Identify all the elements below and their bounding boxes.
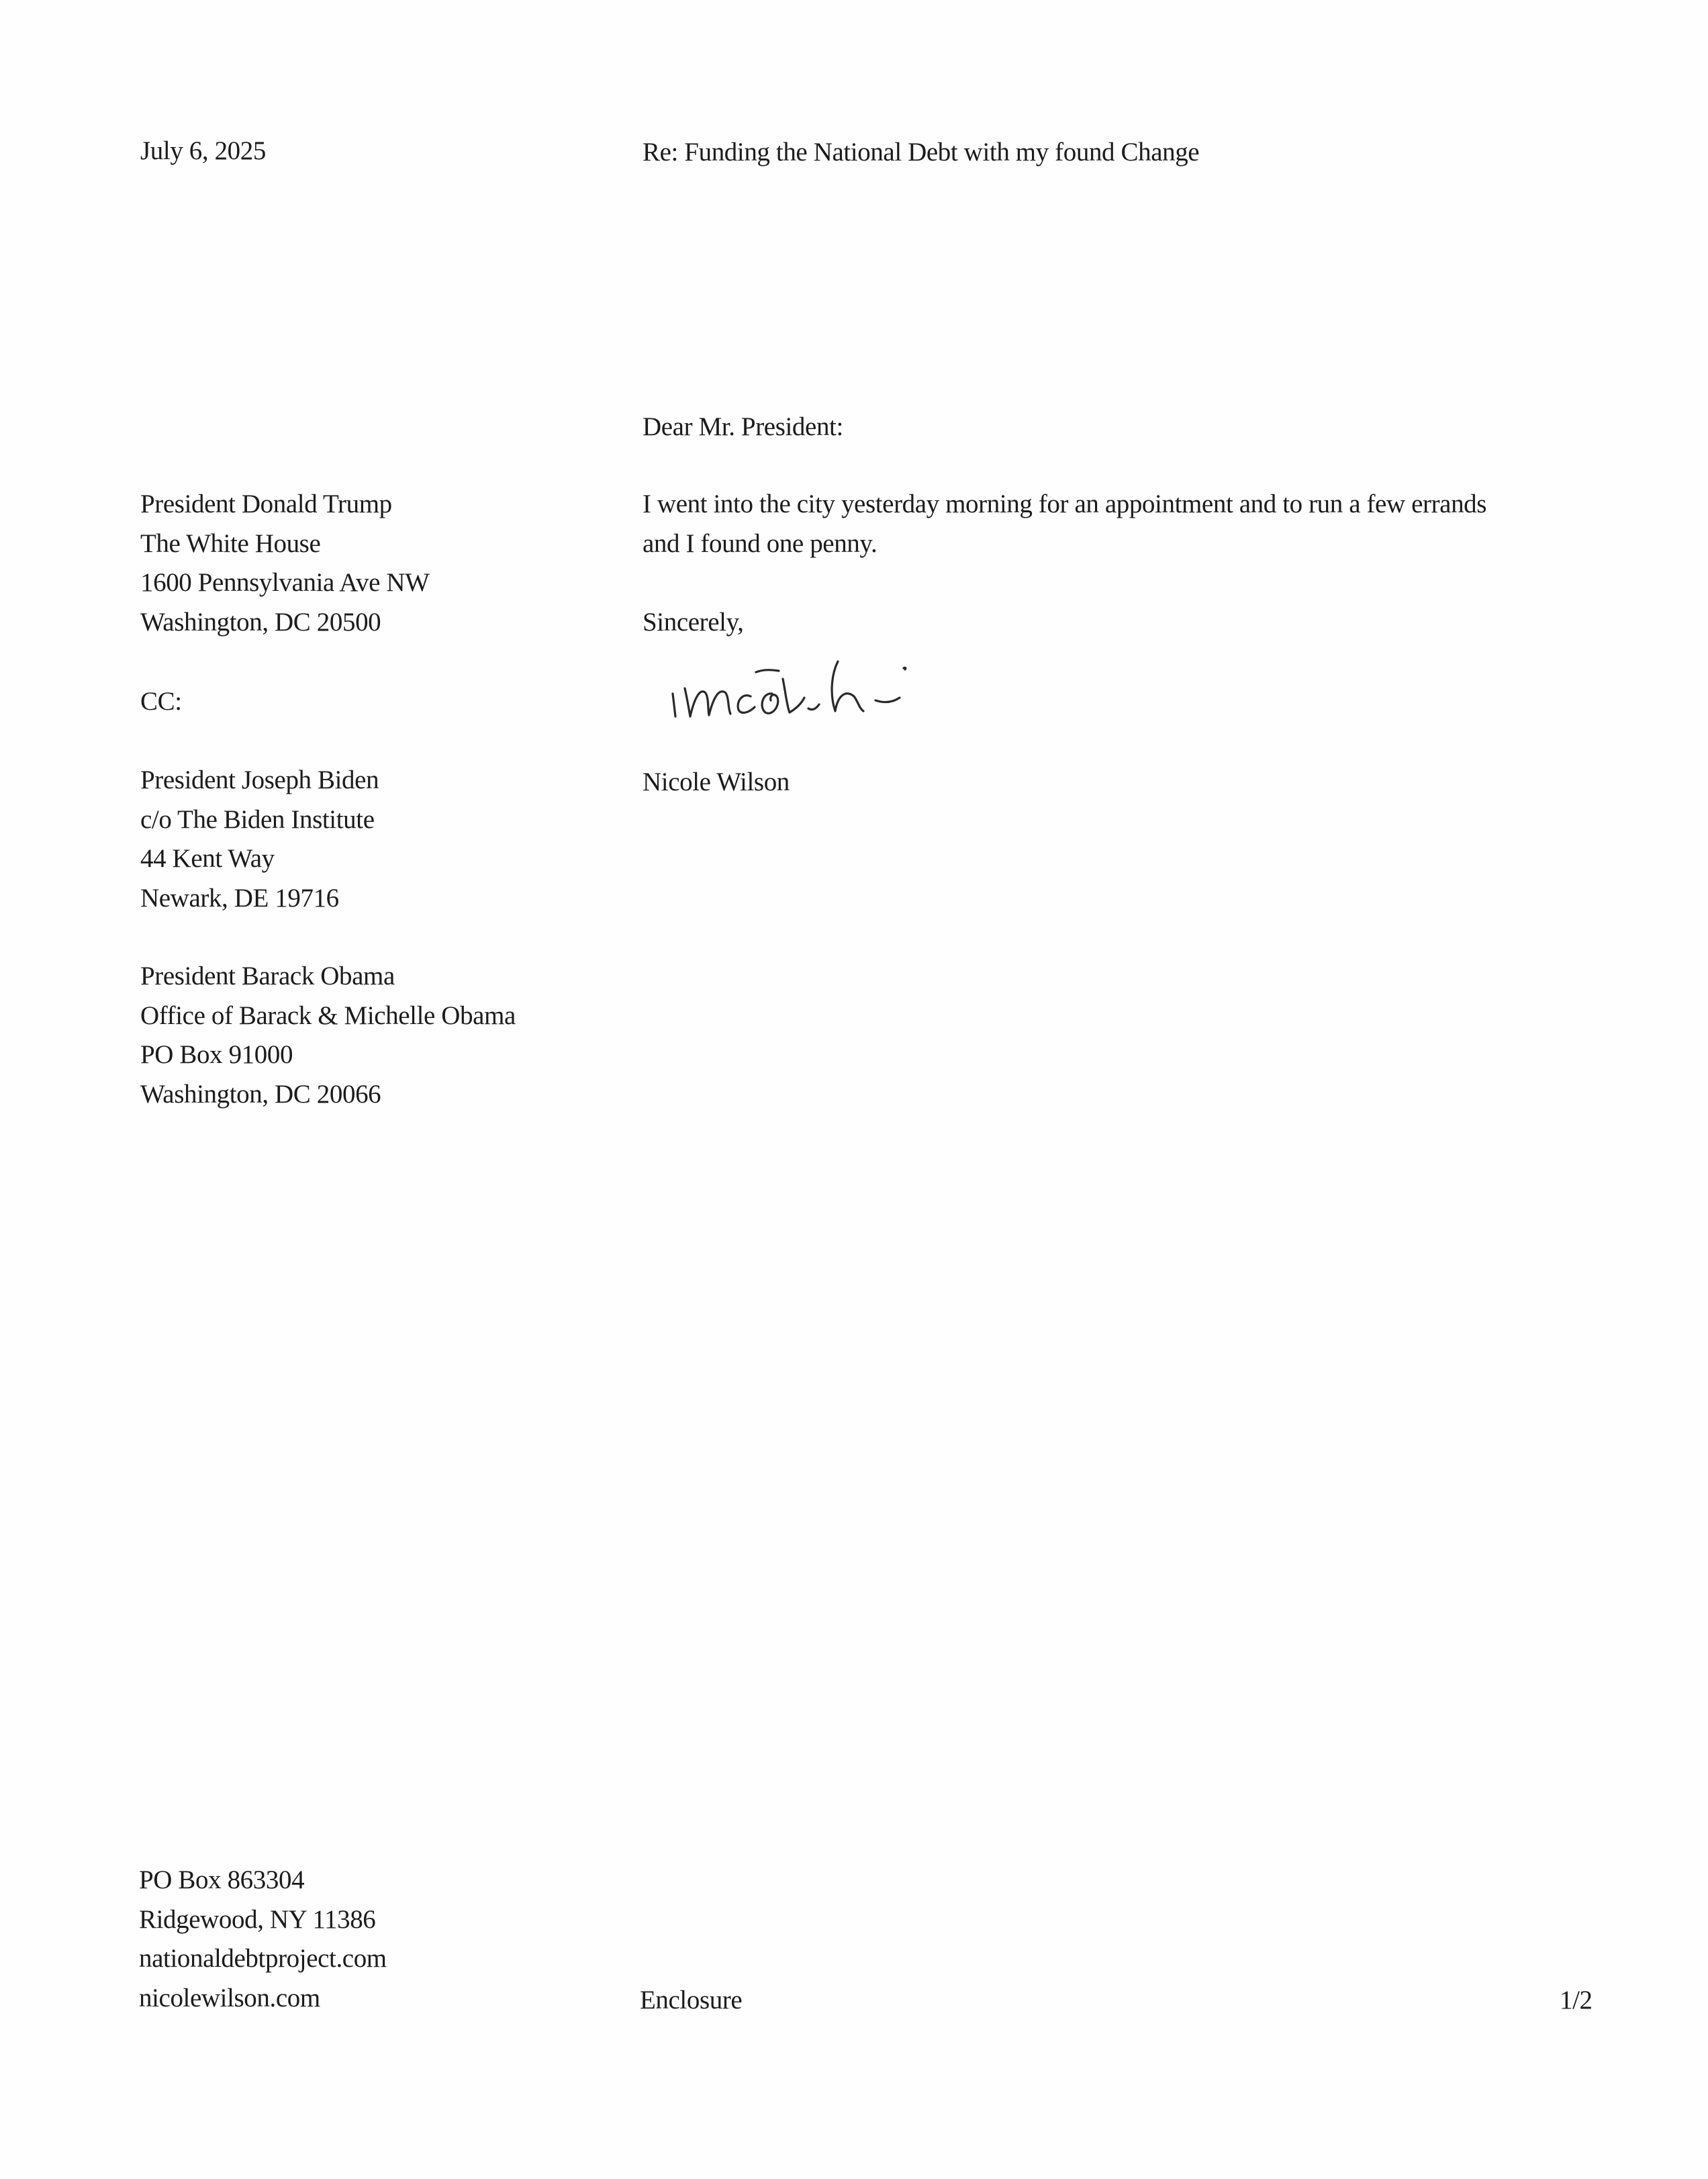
recipient-street: 1600 Pennsylvania Ave NW	[140, 568, 430, 597]
cc-org: Office of Barack & Michelle Obama	[140, 1001, 516, 1030]
recipient-address	[140, 485, 430, 642]
handwritten-signature	[665, 641, 974, 735]
cc-label: CC:	[140, 687, 182, 716]
sender-website: nationaldebtproject.com	[139, 1944, 387, 1973]
cc-address	[140, 761, 379, 918]
cc-name: President Barack Obama	[140, 962, 395, 990]
cc-city: Washington, DC 20066	[140, 1079, 381, 1109]
cc-street: 44 Kent Way	[140, 844, 275, 873]
sender-po-box: PO Box 863304	[139, 1865, 305, 1894]
recipient-city: Washington, DC 20500	[140, 607, 381, 637]
sender-info	[139, 1861, 387, 2018]
page-number: 1/2	[1560, 1986, 1593, 2014]
letter-date: July 6, 2025	[140, 136, 266, 165]
cc-name: President Joseph Biden	[140, 766, 379, 794]
cc-address	[140, 957, 516, 1114]
recipient-name: President Donald Trump	[140, 490, 392, 518]
cc-city: Newark, DE 19716	[140, 883, 339, 913]
recipient-org: The White House	[140, 528, 321, 558]
letter-subject: Re: Funding the National Debt with my found Change	[643, 138, 1200, 167]
sender-city: Ridgewood, NY 11386	[139, 1904, 376, 1934]
body-line: and I found one penny.	[643, 528, 877, 558]
enclosure-note: Enclosure	[640, 1986, 743, 2014]
sender-website: nicolewilson.com	[139, 1983, 320, 2012]
salutation: Dear Mr. President:	[643, 412, 843, 441]
cc-street: PO Box 91000	[140, 1040, 293, 1069]
closing: Sincerely,	[643, 608, 744, 637]
letter-body	[643, 485, 1486, 563]
body-line: I went into the city yesterday morning for an appointment and to run a few errands	[643, 490, 1487, 518]
signer-name: Nicole Wilson	[643, 768, 790, 796]
cc-org: c/o The Biden Institute	[140, 804, 375, 834]
